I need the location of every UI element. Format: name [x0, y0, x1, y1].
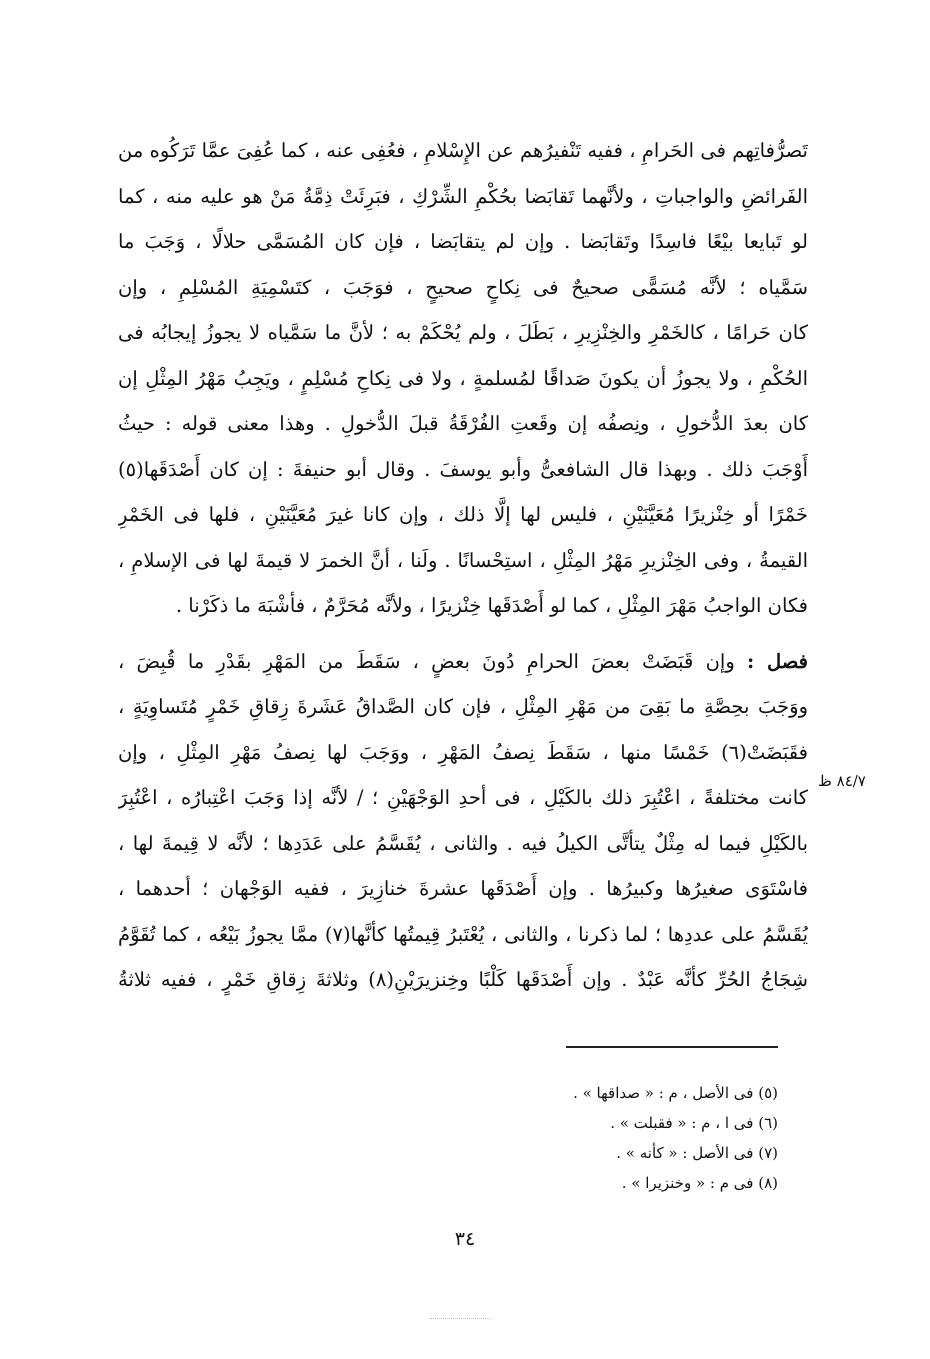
- page-number: ٣٤: [454, 1228, 476, 1250]
- manuscript-folio-note: ٨٤/٧ ظ: [818, 772, 866, 790]
- text-line: فكان الواجبُ مَهْرَ المِثْلِ ، كما لو أَصْدَقَها خِنْزيرًا ، ولأنَّه مُحَرَّمٌ ، فأشْبَهَ ما ذكَرْنا .: [175, 594, 808, 617]
- text-line: الحُكْمِ ، ولا يجوزُ أن يكونَ صَداقًا لمُسلمةٍ ، ولا فى نِكاحِ مُسْلِمٍ ، ويَجِبُ مَهْرُ المِثْلِ إن: [118, 366, 808, 390]
- text-line: ووَجَبَ بحِصَّةِ ما بَقِىَ من مَهْرِ المِثْلِ ، فإن كان الصَّداقُ عَشَرةَ زِقاقِ خَمْرٍ مُتَساوِيَةٍ ،: [118, 695, 808, 718]
- text-line: تَصرُّفاتِهم فى الحَرامِ ، ففيه تَنْفيرُهم عن الإِسْلامِ ، فعُفِى عنه ، كما عُفِىَ عمَّا تَرَكُوه من: [118, 139, 808, 162]
- footnote: (٥) فى الأصل ، م : « صداقها » .: [573, 1084, 778, 1102]
- section-first-line-text: وإن قَبَضَتْ بعضَ الحرامِ دُونَ بعضٍ ، سَقَطَ من المَهْرِ بقَدْرِ ما قُبِضَ ،: [118, 649, 735, 673]
- footnote: (٨) فى م : « وخنزيرا » .: [621, 1174, 778, 1192]
- text-line: يُقَسَّمُ على عددِها ؛ لما ذكرنا ، والثانى ، يُعْتَبرُ قِيمتُها كأنَّها(٧) ممَّا يجوزُ بَيْعُه ، كما تُقَوَّمُ: [118, 922, 808, 946]
- text-line: لو تَبايعا بيْعًا فاسِدًا وتَقابَضا . وإن لم يتقابَضا ، فإن كان المُسَمَّى حلالًا ، وَجَبَ ما: [118, 230, 808, 253]
- text-line: فاسْتَوَى صغيرُها وكبيرُها . وإن أَصْدَقَها عشرةَ خنازِيرَ ، ففيه الوَجْهان ؛ أحدهما ،: [118, 877, 808, 900]
- text-line: القيمةُ ، وفى الخِنْزيرِ مَهْرُ المِثْلِ ، استِحْسانًا . ولَنا ، أنَّ الخمرَ لا قيمةَ لها فى الإسلامِ ،: [118, 548, 808, 572]
- text-line: سَمَّياه ؛ لأنَّه مُسَمًّى صحيحٌ فى نِكاحٍ صحيحٍ ، فوَجَبَ ، كتَسْمِيَةِ المُسْلِمِ ، وإن: [118, 275, 808, 299]
- text-line: فقَبَضَتْ(٦) خَمْسًا منها ، سَقَطَ نِصفُ المَهْرِ ، ووَجَبَ لها نِصفُ مَهْرِ المِثْلِ ، وإن: [118, 740, 808, 764]
- footnote: (٧) فى الأصل : « كأنه » .: [616, 1144, 778, 1162]
- text-line: أَوْجَبَ ذلك . وبهذا قال الشافعىُّ وأبو يوسفَ . وقال أبو حنيفةَ : إن كان أَصْدَقَها(٥): [118, 457, 808, 481]
- footnotes: [478, 1078, 778, 1198]
- footnote: (٦) فى ا ، م : « فقبلت » .: [610, 1114, 778, 1132]
- scan-artifact-divider: [430, 1318, 490, 1319]
- section-first-line: [118, 639, 808, 685]
- text-line: كان حَرامًا ، كالخَمْرِ والخِنْزِيرِ ، بَطَلَ ، ولم يُحْكَمْ به ؛ لأنَّ ما سَمَّياه لا يجوزُ إيجابُه فى: [118, 321, 808, 344]
- text-line: خَمْرًا أو خِنْزيرًا مُعَيَّنَيْنِ ، فليس لها إلَّا ذلك ، وإن كانا غيرَ مُعَيَّنَيْنِ ، فلها فى الخَمْرِ: [118, 503, 808, 526]
- text-line: شِجَاجُ الحُرِّ كأنَّه عَبْدٌ . وإن أَصْدَقَها كَلْبًا وخِنزيرَيْنِ(٨) وثلاثةَ زِقاقِ خَمْرٍ ، ففيه ثلاثةُ: [118, 968, 808, 991]
- paragraph-gap: [118, 629, 808, 639]
- section-heading: فصل :: [746, 649, 808, 673]
- text-line: بالكَيْلِ فيما له مِثْلٌ يتأتَّى الكيلُ فيه . والثانى ، يُقَسَّمُ على عَدَدِها ؛ لأنَّه لا قِيمةَ لها ،: [118, 831, 808, 855]
- text-line: الفَرائضِ والواجباتِ ، ولأنَّهما تَقابَضا بحُكْمِ الشِّرْكِ ، فبَرِئَتْ ذِمَّةُ مَنْ هو عليه منه ، كما: [118, 184, 808, 208]
- main-text: [118, 128, 808, 1003]
- text-line: كان بعدَ الدُّخولِ ، ونِصفُه إن وقَعتِ الفُرْقَةُ قبلَ الدُّخولِ . وهذا معنى قوله : حيثُ: [118, 412, 808, 435]
- text-line: كانت مختلفةً ، اعْتُبِرَ ذلك بالكَيْلِ ، فى أحدِ الوَجْهَيْنِ ؛ / لأنَّه إذا وَجَبَ اعْتِبارُه ، اعْتُبِرَ: [118, 786, 808, 809]
- footnote-separator: [566, 1046, 778, 1048]
